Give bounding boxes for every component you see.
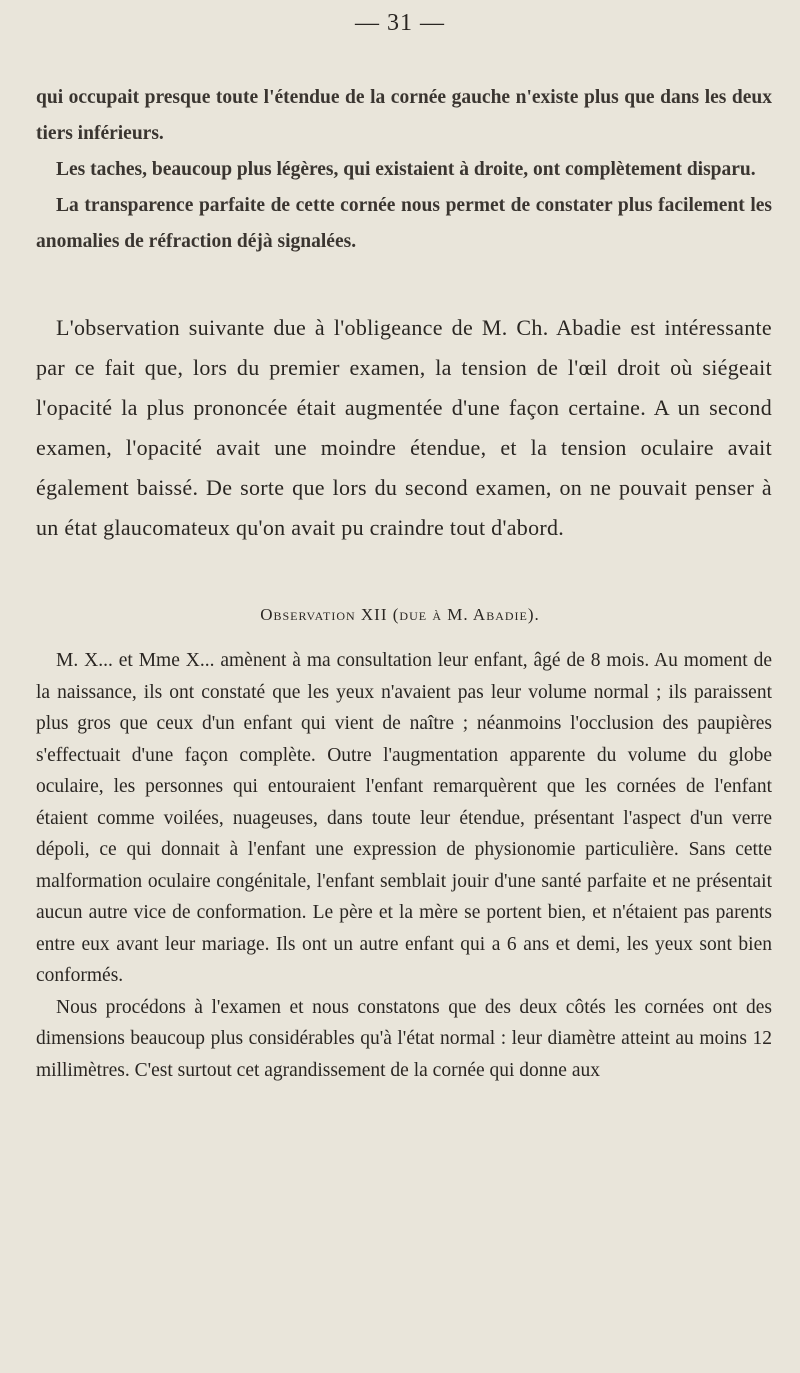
page-number: — 31 — xyxy=(355,10,445,36)
paragraph-stains: Les taches, beaucoup plus légères, qui existaient à droite, ont complètement disparu. xyxy=(56,159,756,180)
paragraph-continuation: qui occupait presque toute l'étendue de la cornée gauche n'existe plus que dans les deux tiers inférieurs. xyxy=(36,87,772,144)
middle-section xyxy=(36,308,772,548)
paragraph-observation-intro: L'observation suivante due à l'obligeance de M. Ch. Abadie est intéressante par ce fait que, lors du premier examen, la tension de l'œil droit où siégeait l'opacité la plus prononcée était augmentée d'une façon certaine. A un second examen, l'opacité avait une moindre étendue, et la tension oculaire avait également baissé. De sorte que lors du second examen, on ne pouvait penser à un état glaucomateux qu'on avait pu craindre tout d'abord. xyxy=(36,315,772,540)
paragraph-case-history: M. X... et Mme X... amènent à ma consultation leur enfant, âgé de 8 mois. Au moment de la naissance, ils ont constaté que les yeux n'avaient pas leur volume normal ; ils paraissent plus gros que ceux d'un enfant qui vient de naître ; néanmoins l'occlusion des paupières s'effectuait d'une façon complète. Outre l'augmentation apparente du volume du globe oculaire, les personnes qui entouraient l'enfant remarquèrent que les cornées de l'enfant étaient comme voilées, nuageuses, dans toute leur étendue, présentant l'aspect d'un verre dépoli, ce qui donnait à l'enfant une expression de physionomie particulière. Sans cette malformation oculaire congénitale, l'enfant semblait jouir d'une santé parfaite et ne présentait aucun autre vice de conformation. Le père et la mère se portent bien, et n'étaient pas parents entre eux avant leur mariage. Ils ont un autre enfant qui a 6 ans et demi, les yeux sont bien conformés. xyxy=(36,650,772,986)
paragraph-examination: Nous procédons à l'examen et nous constatons que des deux côtés les cornées ont des dimensions beaucoup plus considérables qu'à l'état normal : leur diamètre atteint au moins 12 millimètres. C'est surtout cet agrandissement de la cornée qui donne aux xyxy=(36,996,772,1081)
paragraph-transparency: La transparence parfaite de cette cornée nous permet de constater plus facilement les anomalies de réfraction déjà signalées. xyxy=(36,195,772,252)
observation-heading: Observation XII (due à M. Abadie). xyxy=(260,605,540,624)
top-section xyxy=(36,80,772,260)
observation-section xyxy=(36,645,772,1086)
